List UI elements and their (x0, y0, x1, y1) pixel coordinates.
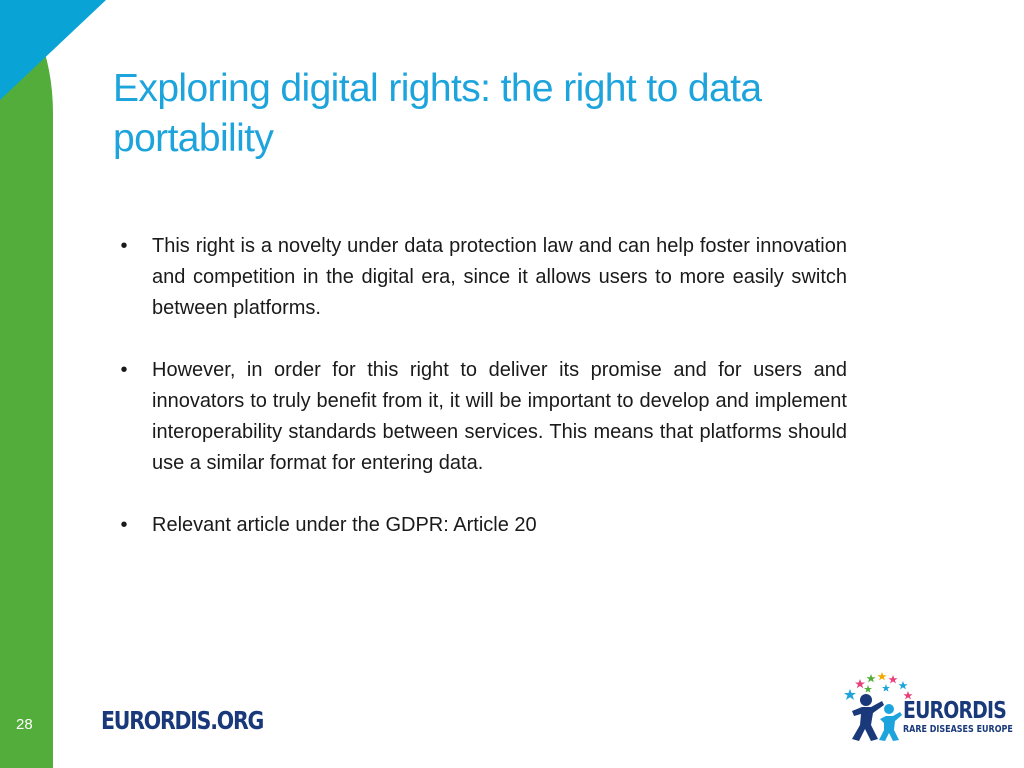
bullet-text: However, in order for this right to deliver its promise and for users and innovators to truly benefit from it, it will be important to develop and implement interoperability standards between services. This means that platforms should use a similar format for entering data. (152, 359, 847, 474)
brand-tagline: RARE DISEASES EUROPE (903, 724, 1013, 735)
page-number: 28 (16, 716, 33, 733)
bullet-item (117, 231, 847, 324)
bullet-list (117, 231, 847, 541)
eurordis-org-logo: EURORDIS.ORG (101, 706, 264, 735)
bullet-marker: • (120, 514, 128, 536)
bullet-item (117, 355, 847, 479)
bullet-item (117, 510, 847, 541)
eurordis-brand-logo (838, 667, 1013, 742)
bullet-text: Relevant article under the GDPR: Article 20 (152, 514, 537, 536)
brand-name: EURORDIS (903, 698, 1006, 724)
slide-title: Exploring digital rights: the right to data portability (113, 67, 762, 160)
bullet-marker: • (120, 235, 128, 257)
decorative-blue-corner (0, 0, 106, 100)
decorative-green-band (0, 0, 53, 768)
bullet-text: This right is a novelty under data protection law and can help foster innovation and competition in the digital era, since it allows users to more easily switch between platforms. (152, 235, 847, 319)
bullet-marker: • (120, 359, 128, 381)
